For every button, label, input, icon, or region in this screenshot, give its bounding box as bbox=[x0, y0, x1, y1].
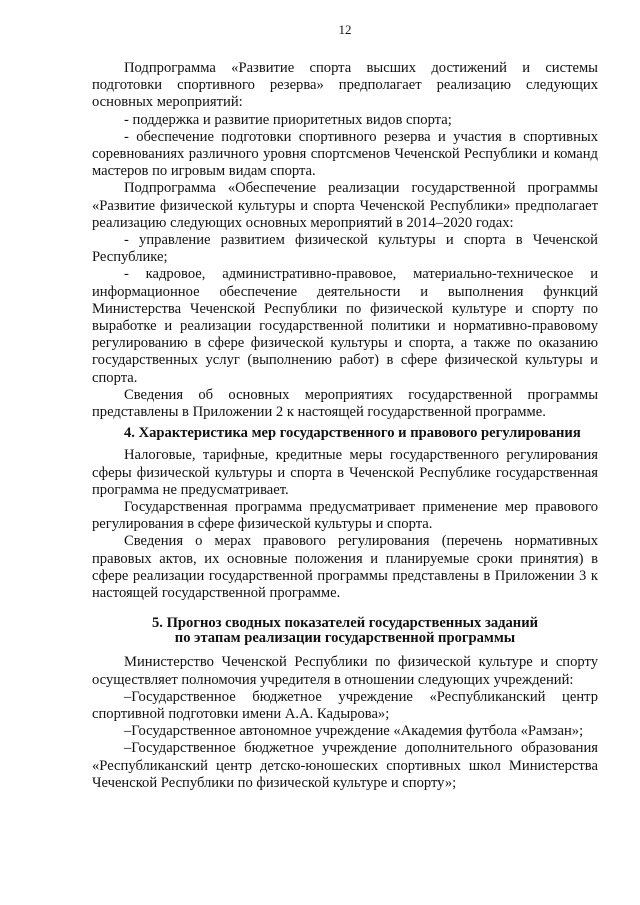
page-number: 12 bbox=[338, 22, 352, 37]
paragraph-subprogram-support: Подпрограмма «Обеспечение реализации государственной программы «Развитие физической культуры и спорта Чеченской Республики» предполагает реализацию следующих основных мероприятий в 2014–2020 годах: bbox=[92, 180, 598, 231]
document-body bbox=[92, 60, 598, 792]
section-5-heading-line-1: 5. Прогноз сводных показателей государственных заданий bbox=[151, 615, 539, 632]
section-5-heading bbox=[92, 616, 598, 646]
section-4-paragraph-appendix-3-ref: Сведения о мерах правового регулирования (перечень нормативных правовых актов, их основные положения и планируемые сроки принятия) в сфере реализации государственной программы представлены в Приложении 3 к настоящей государственной программе. bbox=[92, 533, 598, 602]
section-5-heading-line-2: по этапам реализации государственной программы bbox=[174, 630, 516, 647]
section-5-list-item-youth-schools: –Государственное бюджетное учреждение дополнительного образования «Республиканский центр детско-юношеских спортивных школ Министерства Чеченской Республики по физической культуре и спорту»; bbox=[92, 740, 598, 791]
paragraph-appendix-2-ref: Сведения об основных мероприятиях государственной программы представлены в Приложении 2 к настоящей государственной программе. bbox=[92, 386, 598, 421]
list-item-sports-reserve: - обеспечение подготовки спортивного резерва и участия в спортивных соревнованиях различного уровня спортсменов Чеченской Республики и команд мастеров по игровым видам спорта. bbox=[92, 128, 598, 180]
section-4-paragraph-legal: Государственная программа предусматривает применение мер правового регулирования в сфере физической культуры и спорта. bbox=[92, 499, 598, 533]
section-5-paragraph-ministry: Министерство Чеченской Республики по физической культуре и спорту осуществляет полномочия учредителя в отношении следующих учреждений: bbox=[92, 654, 598, 688]
section-5-list-item-football-academy: –Государственное автономное учреждение «Академия футбола «Рамзан»; bbox=[124, 723, 584, 740]
section-4-paragraph-tax: Налоговые, тарифные, кредитные меры государственного регулирования сферы физической культуры и спорта в Чеченской Республике государственная программа не предусматривает. bbox=[92, 447, 598, 498]
paragraph-subprogram-sport: Подпрограмма «Развитие спорта высших достижений и системы подготовки спортивного резерва» предполагает реализацию следующих основных мероприятий: bbox=[92, 60, 598, 111]
section-5-list-item-training-center: –Государственное бюджетное учреждение «Республиканский центр спортивной подготовки имени А.А. Кадырова»; bbox=[92, 688, 598, 722]
list-item-staffing-support: - кадровое, административно-правовое, материально-техническое и информационное обеспечение деятельности и выполнения функций Министерства Чеченской Республики по физической культуре и спорту по выработке и реализации государственной политики и нормативно-правовому регулированию в сфере физической культуры и спорта, а также по оказанию государственных услуг (выполнению работ) в сфере физической культуры и спорта. bbox=[92, 266, 598, 386]
section-4-heading: 4. Характеристика мер государственного и правового регулирования bbox=[124, 425, 581, 442]
list-item-management: - управление развитием физической культуры и спорта в Чеченской Республике; bbox=[92, 232, 598, 266]
list-item-priority-sports: - поддержка и развитие приоритетных видов спорта; bbox=[124, 111, 452, 128]
